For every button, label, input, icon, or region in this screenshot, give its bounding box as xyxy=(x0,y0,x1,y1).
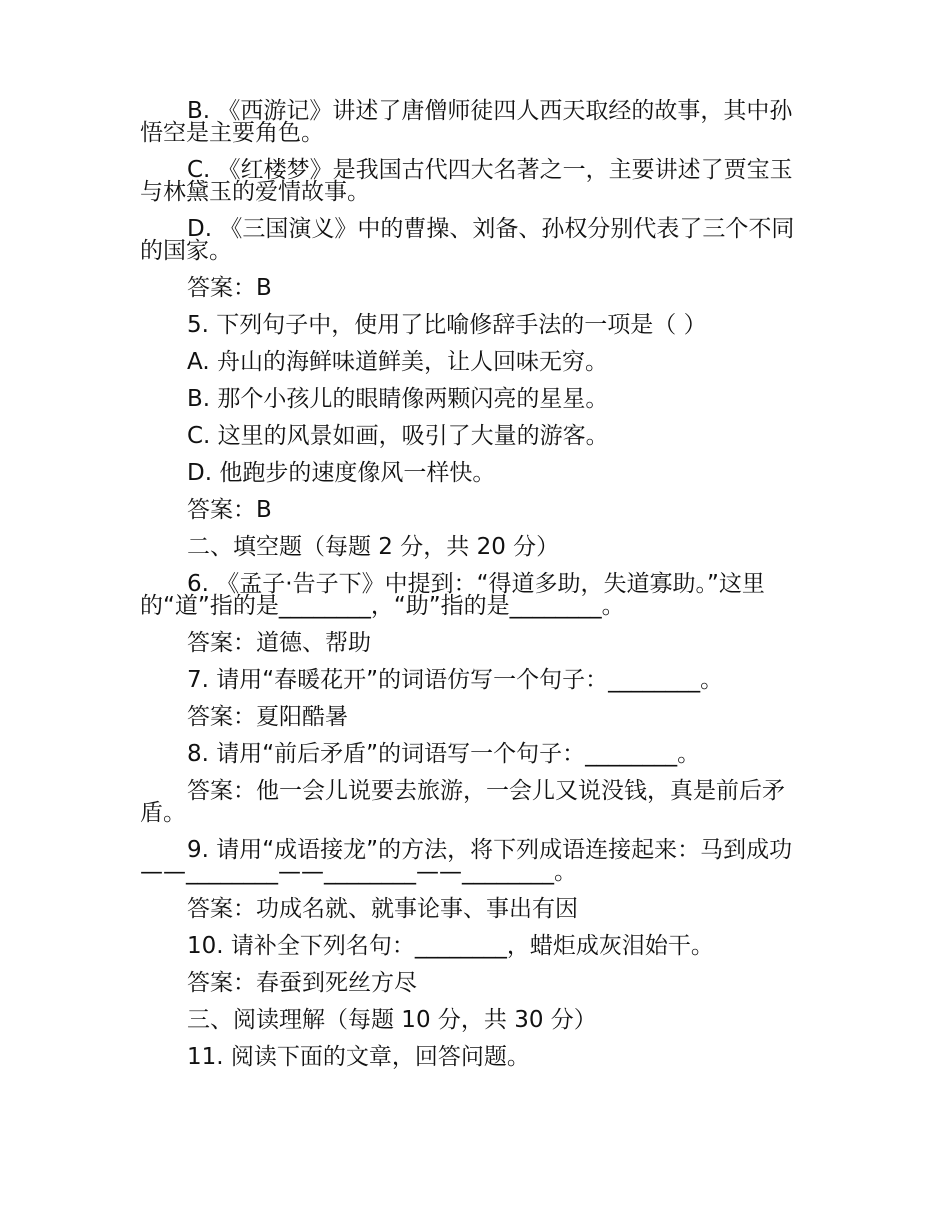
question-11: 11. 阅读下面的文章，回答问题。 xyxy=(187,1044,530,1070)
question-6: 6. 《孟子·告子下》中提到：“得道多助，失道寡助。”这里的“道”指的是________，“助”指的是________。 xyxy=(140,571,765,619)
answer-10: 答案：春蚕到死丝方尽 xyxy=(187,970,417,996)
option-d-sanguo: D. 《三国演义》中的曹操、刘备、孙权分别代表了三个不同的国家。 xyxy=(140,216,795,264)
answer-6: 答案：道德、帮助 xyxy=(187,630,371,656)
answer-9: 答案：功成名就、就事论事、事出有因 xyxy=(187,896,578,922)
option-c-hongloumeng: C. 《红楼梦》是我国古代四大名著之一，主要讲述了贾宝玉与林黛玉的爱情故事。 xyxy=(140,157,793,205)
option-b-xiyouji: B. 《西游记》讲述了唐僧师徒四人西天取经的故事，其中孙悟空是主要角色。 xyxy=(140,98,793,146)
document-body xyxy=(140,100,815,1083)
question-5: 5. 下列句子中，使用了比喻修辞手法的一项是（ ） xyxy=(187,312,707,338)
question-9: 9. 请用“成语接龙”的方法，将下列成语连接起来：马到成功——________——________——________。 xyxy=(140,837,793,885)
question-7: 7. 请用“春暖花开”的词语仿写一个句子：________。 xyxy=(187,667,724,693)
question-10: 10. 请补全下列名句：________，蜡炬成灰泪始干。 xyxy=(187,933,714,959)
section-fill-in-heading: 二、填空题（每题 2 分，共 20 分） xyxy=(187,534,560,560)
question-5-option-c: C. 这里的风景如画，吸引了大量的游客。 xyxy=(187,423,609,449)
question-5-option-a: A. 舟山的海鲜味道鲜美，让人回味无穷。 xyxy=(187,349,608,375)
section-reading-heading: 三、阅读理解（每题 10 分，共 30 分） xyxy=(187,1007,597,1033)
answer-8: 答案：他一会儿说要去旅游，一会儿又说没钱，真是前后矛盾。 xyxy=(140,778,785,826)
question-8: 8. 请用“前后矛盾”的词语写一个句子：________。 xyxy=(187,741,701,767)
answer-5: 答案：B xyxy=(187,497,272,523)
question-5-option-d: D. 他跑步的速度像风一样快。 xyxy=(187,460,496,486)
answer-4: 答案：B xyxy=(187,275,272,301)
answer-7: 答案：夏阳酷暑 xyxy=(187,704,348,730)
question-5-option-b: B. 那个小孩儿的眼睛像两颗闪亮的星星。 xyxy=(187,386,609,412)
